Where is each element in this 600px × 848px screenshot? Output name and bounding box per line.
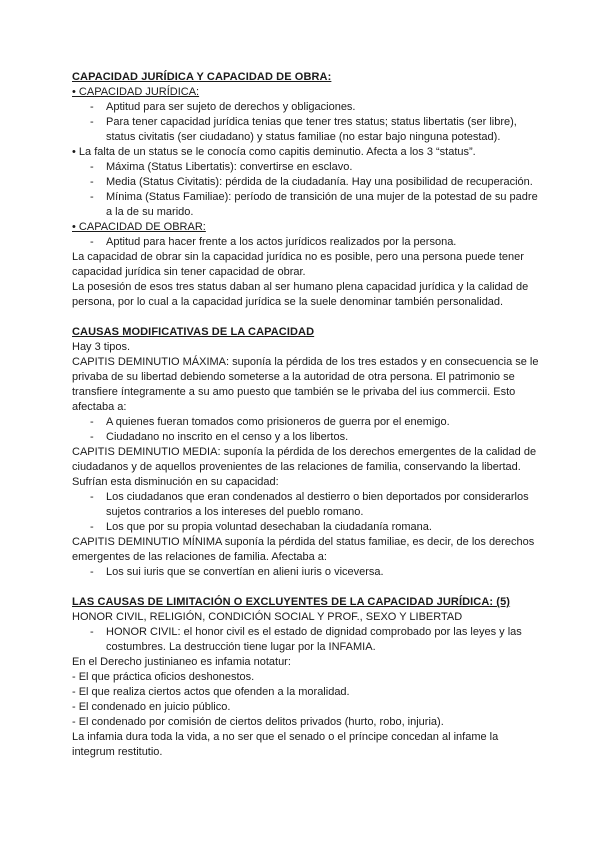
dash-list xyxy=(72,160,542,220)
paragraph: HONOR CIVIL, RELIGIÓN, CONDICIÓN SOCIAL Y PROF., SEXO Y LIBERTAD xyxy=(72,611,463,623)
subheading: • CAPACIDAD DE OBRAR: xyxy=(72,221,206,233)
section-title: LAS CAUSAS DE LIMITACIÓN O EXCLUYENTES DE LA CAPACIDAD JURÍDICA: (5) xyxy=(72,596,511,608)
text-line: - El que práctica oficios deshonestos. xyxy=(72,671,255,683)
dash-list xyxy=(72,415,542,445)
document-page xyxy=(72,70,542,760)
list-item: - Los ciudadanos que eran condenados al destierro o bien deportados por considerarlos sujetos contrarios a los intereses del pueblo romano. xyxy=(106,490,542,520)
dash-list xyxy=(72,565,542,580)
paragraph: CAPITIS DEMINUTIO MÁXIMA: suponía la pérdida de los tres estados y en consecuencia se le privaba de su libertad debiendo someterse a la autoridad de otra persona. El patrimonio se transfiere íntegramente a su amo puesto que también se le privaba del ius commercii. Esto afectaba a: xyxy=(72,356,539,413)
list-item: - Aptitud para hacer frente a los actos jurídicos realizados por la persona. xyxy=(106,235,542,250)
list-item: - A quienes fueran tomados como prisioneros de guerra por el enemigo. xyxy=(106,415,542,430)
list-item: - Aptitud para ser sujeto de derechos y obligaciones. xyxy=(106,100,542,115)
list-item: - Los que por su propia voluntad desechaban la ciudadanía romana. xyxy=(106,520,542,535)
section-title: CAPACIDAD JURÍDICA Y CAPACIDAD DE OBRA: xyxy=(72,71,332,83)
list-item: - Mínima (Status Familiae): período de transición de una mujer de la potestad de su padre a la de su marido. xyxy=(106,190,542,220)
spacer xyxy=(72,310,542,325)
list-item: - Máxima (Status Libertatis): convertirse en esclavo. xyxy=(106,160,542,175)
subheading: • CAPACIDAD JURÍDICA: xyxy=(72,86,200,98)
list-item: - Ciudadano no inscrito en el censo y a los libertos. xyxy=(106,430,542,445)
paragraph: CAPITIS DEMINUTIO MEDIA: suponía la pérdida de los derechos emergentes de la calidad de ciudadanos y de aquellos provenientes de las relaciones de familia, conservando la libertad. Sufrían esta disminución en su capacidad: xyxy=(72,446,537,488)
paragraph: En el Derecho justinianeo es infamia notatur: xyxy=(72,656,291,668)
paragraph: La posesión de esos tres status daban al ser humano plena capacidad jurídica y la calidad de persona, por lo cual a la capacidad jurídica se la suele denominar también personalidad. xyxy=(72,281,529,308)
section-title: CAUSAS MODIFICATIVAS DE LA CAPACIDAD xyxy=(72,326,315,338)
text-line: - El condenado por comisión de ciertos delitos privados (hurto, robo, injuria). xyxy=(72,716,444,728)
paragraph: CAPITIS DEMINUTIO MÍNIMA suponía la pérdida del status familiae, es decir, de los derechos emergentes de las relaciones de familia. Afectaba a: xyxy=(72,536,535,563)
paragraph: Hay 3 tipos. xyxy=(72,341,131,353)
dash-list xyxy=(72,490,542,535)
spacer xyxy=(72,580,542,595)
list-item: - Media (Status Civitatis): pérdida de la ciudadanía. Hay una posibilidad de recuperación. xyxy=(106,175,542,190)
text-line: - El condenado en juicio público. xyxy=(72,701,231,713)
paragraph: La capacidad de obrar sin la capacidad jurídica no es posible, pero una persona puede tener capacidad jurídica sin tener capacidad de obrar. xyxy=(72,251,524,278)
paragraph: La infamia dura toda la vida, a no ser que el senado o el príncipe concedan al infame la integrum restitutio. xyxy=(72,731,499,758)
text-line: - El que realiza ciertos actos que ofenden a la moralidad. xyxy=(72,686,350,698)
list-item: - Los sui iuris que se convertían en alieni iuris o viceversa. xyxy=(106,565,542,580)
list-item: - HONOR CIVIL: el honor civil es el estado de dignidad comprobado por las leyes y las costumbres. La destrucción tiene lugar por la INFAMIA. xyxy=(106,625,542,655)
dash-list xyxy=(72,625,542,655)
list-item: - Para tener capacidad jurídica tenias que tener tres status; status libertatis (ser libre), status civitatis (ser ciudadano) y status familiae (no estar bajo ninguna potestad). xyxy=(106,115,542,145)
dash-list xyxy=(72,100,542,145)
dash-list xyxy=(72,235,542,250)
paragraph: • La falta de un status se le conocía como capitis deminutio. Afecta a los 3 “status”. xyxy=(72,146,476,158)
